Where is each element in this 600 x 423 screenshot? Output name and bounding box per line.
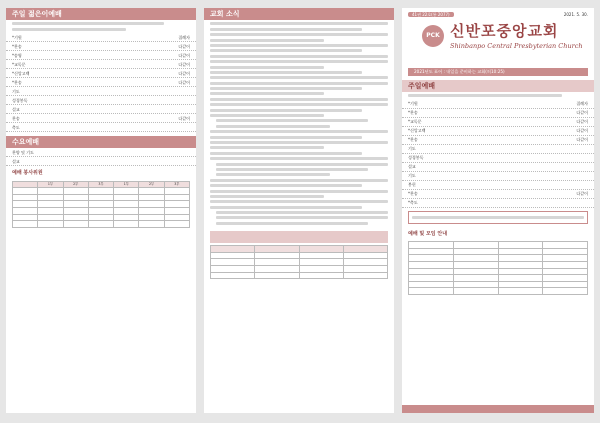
offering-cell [343,252,387,259]
volunteer-cell [13,214,38,221]
youth-order-row [6,78,196,87]
youth-order-leader: 다같이 [178,43,190,49]
church-address-band [402,405,594,413]
wednesday-header: 수요예배 [6,136,196,148]
volunteer-cell [63,208,88,215]
volunteer-cell [164,208,189,215]
middle-panel [204,8,394,413]
youth-service-header: 주일 젊은이예배 [6,8,196,20]
schedule-row [409,288,588,295]
wednesday-order-list [6,148,196,166]
sunday-order-item: 봉헌 [408,182,416,188]
offering-cell [343,259,387,266]
schedule-cell [543,248,588,255]
volunteer-cell [114,208,139,215]
schedule-cell [453,242,498,249]
volunteer-cell [38,194,63,201]
offering-cell [255,259,299,266]
youth-order-row [6,33,196,42]
volunteer-cell [63,214,88,221]
sunday-order-item: *찬송 [408,191,418,197]
volunteer-cell [38,214,63,221]
schedule-cell [453,262,498,269]
volunteer-cell [164,201,189,208]
youth-order-leader: 다같이 [178,115,190,121]
youth-order-leader: 다같이 [178,79,190,85]
offering-cell [299,266,343,273]
youth-order-row [6,105,196,114]
schedule-row [409,262,588,269]
masthead [402,8,594,80]
youth-order-item: *찬송 [12,79,22,85]
schedule-cell [498,275,543,282]
schedule-cell [543,288,588,295]
volunteer-cell [88,188,113,195]
volunteer-table [12,181,190,228]
volunteer-cell [63,201,88,208]
volunteer-cell [38,201,63,208]
year-theme: 2021년도 표어 : 내일을 준비하는 교회(히10:25) [408,68,588,76]
volunteer-row [13,221,190,228]
youth-order-row [6,51,196,60]
volunteer-cell [88,208,113,215]
sunday-order-item: *교독문 [408,119,422,125]
sunday-order-leader: 다같이 [576,137,588,143]
youth-order-leader: 집례자 [178,34,190,40]
schedule-cell [498,248,543,255]
schedule-cell [453,275,498,282]
volunteer-cell [114,201,139,208]
youth-order-leader: 다같이 [178,52,190,58]
schedule-row [409,242,588,249]
sunday-order-row [402,100,594,109]
service-time-line [408,94,562,97]
volunteer-header-cell [13,181,38,188]
youth-order-row [6,60,196,69]
offering-cell [255,266,299,273]
volunteer-cell [13,188,38,195]
youth-order-leader: 다같이 [178,61,190,67]
volunteer-cell [88,221,113,228]
youth-order-item: *교독문 [12,61,26,67]
volunteer-cell [114,188,139,195]
schedule-cell [453,248,498,255]
volunteer-cell [114,221,139,228]
youth-order-item: 성경봉독 [12,97,28,103]
sunday-order-row [402,127,594,136]
volunteer-cell [114,194,139,201]
offering-row [211,252,388,259]
wednesday-order-row [6,157,196,166]
sunday-service-header: 주일예배 [402,80,594,92]
church-emblem: PCK [422,25,444,47]
schedule-row [409,268,588,275]
sunday-order-item: 기도 [408,173,416,179]
youth-order-row [6,87,196,96]
schedule-cell [453,255,498,262]
schedule-title: 예배 및 모임 안내 [408,230,448,237]
sunday-order-leader: 집례자 [576,101,588,107]
youth-order-row [6,42,196,51]
volunteer-cell [88,194,113,201]
schedule-cell [409,242,454,249]
sunday-order-item: *찬송 [408,137,418,143]
volunteer-cell [139,194,164,201]
schedule-cell [498,255,543,262]
church-name-en: Shinbanpo Central Presbyterian Church [450,41,583,50]
volunteer-cell [139,208,164,215]
volunteer-cell [63,221,88,228]
youth-order-leader: 다같이 [178,70,190,76]
youth-order-item: *찬송 [12,43,22,49]
welcome-quote [408,211,588,224]
volunteer-cell [38,208,63,215]
service-info-line [12,22,164,25]
volunteer-cell [38,188,63,195]
offering-cell [211,252,255,259]
offering-header-cell [255,246,299,253]
offering-cell [343,272,387,279]
sunday-order-leader: 다같이 [576,128,588,134]
wednesday-order-row [6,148,196,157]
schedule-cell [409,262,454,269]
sunday-order-row [402,181,594,190]
sunday-order-item: *축도 [408,200,418,206]
news-text-block [204,22,394,224]
volunteer-header-cell: 1부 [38,181,63,188]
offering-header-cell [299,246,343,253]
sunday-order-row [402,172,594,181]
offering-cell [299,259,343,266]
church-logo [422,22,583,50]
volunteer-row [13,201,190,208]
schedule-cell [409,268,454,275]
volunteer-row [13,194,190,201]
offering-cell [343,266,387,273]
issue-number: 41권 22호(통 2077) [408,12,454,17]
offering-cell [211,259,255,266]
offering-cell [255,252,299,259]
youth-order-row [6,69,196,78]
youth-order-item: *송영 [12,52,22,58]
schedule-cell [453,281,498,288]
offering-cell [299,272,343,279]
wednesday-order-item: 찬양 및 기도 [12,149,34,155]
sunday-order-list [402,100,594,208]
offering-table [210,245,388,279]
sunday-order-row [402,154,594,163]
volunteer-header-cell: 3부 [164,181,189,188]
sunday-order-row [402,136,594,145]
volunteer-cell [63,188,88,195]
sunday-order-leader: 다같이 [576,110,588,116]
bulletin-date: 2021. 5. 30. [563,12,588,17]
sunday-order-item: *찬송 [408,110,418,116]
schedule-table [408,241,588,295]
volunteer-row [13,188,190,195]
volunteer-cell [13,201,38,208]
volunteer-title: 예배 봉사위원 [12,170,43,177]
offering-row [211,272,388,279]
volunteer-cell [164,194,189,201]
sunday-order-item: 설교 [408,164,416,170]
schedule-cell [409,255,454,262]
schedule-cell [498,262,543,269]
schedule-row [409,281,588,288]
youth-order-item: 축도 [12,124,20,130]
schedule-cell [453,288,498,295]
sunday-order-item: *신앙고백 [408,128,426,134]
offering-header [210,231,388,243]
schedule-cell [543,242,588,249]
sunday-order-item: *기원 [408,101,418,107]
schedule-cell [498,288,543,295]
youth-order-item: *신앙고백 [12,70,30,76]
offering-cell [211,266,255,273]
sunday-order-row [402,109,594,118]
sunday-order-leader: 다같이 [576,191,588,197]
sunday-order-row [402,199,594,208]
sunday-order-item: 성경봉독 [408,155,424,161]
wednesday-order-item: 설교 [12,158,20,164]
volunteer-header-cell: 2부 [63,181,88,188]
schedule-cell [543,275,588,282]
offering-cell [211,272,255,279]
volunteer-cell [139,201,164,208]
volunteer-cell [164,221,189,228]
schedule-cell [409,275,454,282]
schedule-cell [409,288,454,295]
schedule-cell [543,262,588,269]
volunteer-cell [88,201,113,208]
offering-header-cell [211,246,255,253]
youth-order-row [6,123,196,132]
volunteer-cell [38,221,63,228]
schedule-row [409,255,588,262]
volunteer-cell [139,221,164,228]
sunday-order-item: 기도 [408,146,416,152]
sunday-order-leader: 다같이 [576,119,588,125]
volunteer-cell [164,214,189,221]
offering-row [211,266,388,273]
offering-header-cell [343,246,387,253]
schedule-row [409,275,588,282]
schedule-cell [498,281,543,288]
volunteer-cell [114,214,139,221]
youth-order-item: *기원 [12,34,22,40]
schedule-cell [543,255,588,262]
offering-cell [299,252,343,259]
volunteer-cell [13,208,38,215]
youth-order-item: 설교 [12,106,20,112]
right-panel [402,8,594,413]
youth-order-row [6,114,196,123]
volunteer-cell [164,188,189,195]
volunteer-cell [139,214,164,221]
schedule-cell [543,281,588,288]
volunteer-header-cell: 2부 [139,181,164,188]
sunday-order-row [402,118,594,127]
volunteer-header-cell: 3부 [88,181,113,188]
schedule-cell [409,281,454,288]
volunteer-cell [13,194,38,201]
volunteer-header-cell: 1부 [114,181,139,188]
schedule-cell [543,268,588,275]
schedule-cell [498,268,543,275]
sunday-order-row [402,163,594,172]
service-note-line [12,28,126,31]
left-panel [6,8,196,413]
volunteer-row [13,214,190,221]
youth-order-item: 찬송 [12,115,20,121]
schedule-cell [498,242,543,249]
church-name-ko: 신반포중앙교회 [450,22,559,40]
sunday-order-row [402,145,594,154]
schedule-cell [409,248,454,255]
church-news-header: 교회 소식 [204,8,394,20]
youth-order-row [6,96,196,105]
volunteer-cell [88,214,113,221]
volunteer-cell [139,188,164,195]
offering-cell [255,272,299,279]
volunteer-cell [63,194,88,201]
volunteer-row [13,208,190,215]
schedule-cell [453,268,498,275]
volunteer-cell [13,221,38,228]
youth-order-list [6,33,196,132]
schedule-row [409,248,588,255]
youth-order-item: 기도 [12,88,20,94]
offering-row [211,259,388,266]
sunday-order-row [402,190,594,199]
